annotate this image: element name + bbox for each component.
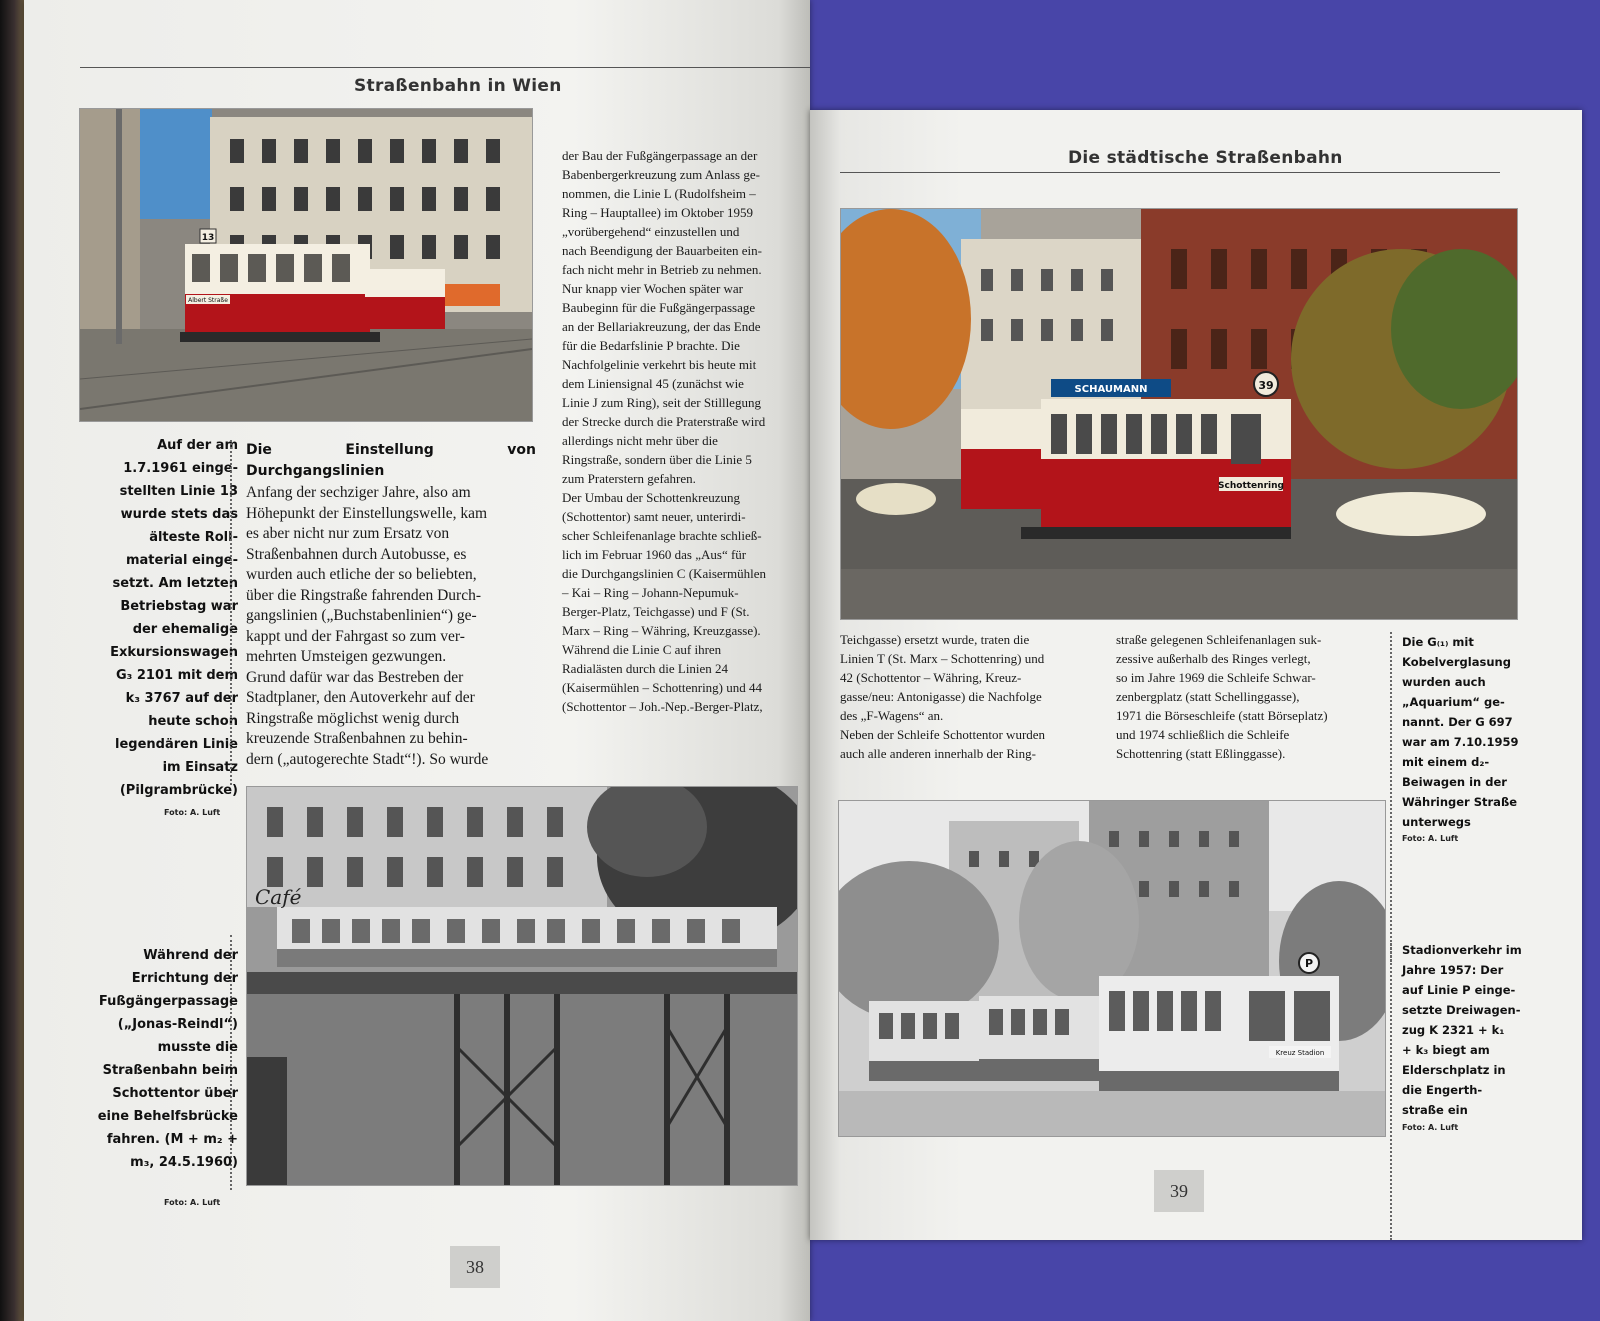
text-line: für die Bedarfslinie P brachte. Die <box>562 338 740 353</box>
caption-line: + k₃ biegt am <box>1402 1043 1490 1057</box>
text-line: Ring – Hauptallee) im Oktober 1959 <box>562 205 753 220</box>
caption-line: legendären Linie <box>114 737 238 752</box>
photo-credit: Foto: A. Luft <box>164 808 221 817</box>
caption-line: m₃, 24.5.1960) <box>130 1155 238 1170</box>
caption-line: stellten Linie 13 <box>119 484 238 499</box>
caption-divider <box>230 440 232 785</box>
running-head: Straßenbahn in Wien <box>354 76 562 96</box>
text-line: (Schottentor – Joh.-Nep.-Berger-Platz, <box>562 699 763 714</box>
text-line: Ringstraße möglichst wenig durch <box>246 709 460 727</box>
text-line: fach nicht mehr in Betrieb zu nehmen. <box>562 262 762 277</box>
photo-credit: Foto: A. Luft <box>1402 1123 1459 1132</box>
caption-line: musste die <box>157 1040 238 1055</box>
text-line: (Schottentor) samt neuer, unterirdi- <box>562 509 746 524</box>
body-column-1 <box>840 630 1102 763</box>
caption-line: eine Behelfsbrücke <box>97 1109 238 1124</box>
caption-line: setzt. Am letzten <box>112 576 238 591</box>
caption-line: wurden auch <box>1402 675 1486 689</box>
caption-line: im Einsatz <box>162 760 238 775</box>
photo-stadium-traffic-image <box>839 801 1385 1136</box>
text-line: Marx – Ring – Währing, Kreuzgasse). <box>562 623 761 638</box>
caption-stadium-traffic <box>1402 940 1552 1120</box>
caption-line: zug K 2321 + k₁ <box>1402 1023 1505 1037</box>
caption-line: fahren. (M + m₂ + <box>106 1132 238 1147</box>
text-line: Grund dafür war das Bestreben der <box>246 668 464 686</box>
running-head: Die städtische Straßenbahn <box>1068 148 1343 168</box>
text-line: Radialästen durch die Linien 24 <box>562 661 729 676</box>
photo-tram-line-13-image <box>80 109 532 421</box>
text-line: Straßenbahnen durch Autobusse, es <box>246 545 467 563</box>
caption-line: Die G₍₁₎ mit <box>1402 635 1474 649</box>
text-line: 1971 die Börseschleife (statt Börseplatz) <box>1116 708 1328 723</box>
text-line: zessive außerhalb des Ringes verlegt, <box>1116 651 1311 666</box>
text-line: Höhepunkt der Einstellungswelle, kam <box>246 504 488 522</box>
cafe-sign: Café <box>255 885 302 909</box>
caption-line: Elderschplatz in <box>1402 1063 1506 1077</box>
caption-line: mit einem d₂- <box>1402 755 1490 769</box>
caption-line: nannt. Der G 697 <box>1402 715 1513 729</box>
caption-line: unterwegs <box>1402 815 1471 829</box>
body-column-1 <box>246 440 536 770</box>
caption-line: heute schon <box>148 714 238 729</box>
text-line: Linien T (St. Marx – Schottenring) und <box>840 651 1045 666</box>
caption-line: (Pilgrambrücke) <box>119 783 238 798</box>
advertising-sign: SCHAUMANN <box>1074 384 1148 395</box>
caption-line: G₃ 2101 mit dem <box>115 668 238 683</box>
caption-line: setzte Dreiwagen- <box>1402 1003 1521 1017</box>
text-line: gangslinien („Buchstabenlinien“) ge- <box>246 607 477 624</box>
caption-line: Auf der am <box>157 438 238 453</box>
caption-line: älteste Roll- <box>149 530 238 545</box>
tram-route-sign: 39 <box>1258 379 1274 392</box>
caption-line: Kobelverglasung <box>1402 655 1511 669</box>
text-line: über die Ringstraße fahrenden Durch- <box>246 586 481 604</box>
photo-credit: Foto: A. Luft <box>1402 834 1459 843</box>
text-line: Nur knapp vier Wochen später war <box>562 281 744 296</box>
photo-temporary-bridge-image <box>247 787 797 1185</box>
caption-tram-aquarium <box>1402 632 1552 832</box>
caption-line: Während der <box>143 948 238 963</box>
text-line: Der Umbau der Schottenkreuzung <box>562 490 740 505</box>
caption-line: wurde stets das <box>120 507 238 522</box>
text-line: mehrten Umsteigen gezwungen. <box>246 648 447 665</box>
page-number: 38 <box>450 1246 500 1288</box>
text-line: (Kaisermühlen – Schottenring) und 44 <box>562 680 763 695</box>
text-line: Während die Linie C auf ihren <box>562 642 722 657</box>
caption-line: Beiwagen in der <box>1402 775 1507 789</box>
caption-line: die Engerth- <box>1402 1083 1483 1097</box>
text-line: an der Bellariakreuzung, der das Ende <box>562 319 761 334</box>
text-line: scher Schleifenanlage brachte schließ- <box>562 528 762 543</box>
text-line: dern („autogerechte Stadt“!). So wurde <box>246 750 489 768</box>
caption-line: material einge- <box>125 553 238 568</box>
page-number: 39 <box>1154 1170 1204 1212</box>
caption-line: Stadionverkehr im <box>1402 943 1522 957</box>
photo-tram-line-13 <box>79 108 533 422</box>
caption-line: war am 7.10.1959 <box>1402 735 1519 749</box>
text-line: Ringstraße, sondern über die Linie 5 <box>562 452 752 467</box>
book-edge-shadow <box>0 0 24 1321</box>
text-line: nach Beendigung der Bauarbeiten ein- <box>562 243 762 258</box>
caption-line: der ehemalige <box>132 622 238 637</box>
text-line: kreuzende Straßenbahnen zu behin- <box>246 730 468 747</box>
text-line: und 1974 schließlich die Schleife <box>1116 727 1290 742</box>
caption-line: Betriebstag war <box>120 599 238 614</box>
caption-line: („Jonas-Reindl“) <box>117 1017 238 1032</box>
text-line: wurden auch etliche der so beliebten, <box>246 566 477 583</box>
text-line: dem Liniensignal 45 (zunächst wie <box>562 376 744 391</box>
text-line: nommen, die Linie L (Rudolfsheim – <box>562 186 756 201</box>
text-line: Schottenring (statt Eßlinggasse). <box>1116 746 1286 761</box>
caption-line: „Aquarium“ ge- <box>1402 695 1505 709</box>
body-column-2 <box>1116 630 1378 763</box>
text-line: Berger-Platz, Teichgasse) und F (St. <box>562 604 750 619</box>
left-page <box>24 0 810 1321</box>
header-rule <box>840 172 1500 173</box>
text-line: – Kai – Ring – Johann-Nepumuk- <box>562 585 739 600</box>
text-line: Babenbergerkreuzung zum Anlass ge- <box>562 167 760 182</box>
tram-destination-sign: Schottenring <box>1218 481 1284 491</box>
text-line: gasse/neu: Antonigasse) die Nachfolge <box>840 689 1042 704</box>
right-page <box>810 110 1582 1240</box>
photo-credit: Foto: A. Luft <box>164 1198 221 1207</box>
caption-line: Jahre 1957: Der <box>1402 963 1504 977</box>
text-line: lich im Februar 1960 das „Aus“ für <box>562 547 747 562</box>
text-line: so im Jahre 1969 die Schleife Schwar- <box>1116 670 1316 685</box>
text-line: straße gelegenen Schleifenanlagen suk- <box>1116 632 1322 647</box>
tram-route-sign: P <box>1304 957 1314 970</box>
text-line: es aber nicht nur zum Ersatz von <box>246 525 450 542</box>
tram-destination-sign: Albert Straße <box>188 297 228 304</box>
caption-line: k₃ 3767 auf der <box>125 691 238 706</box>
text-line: der Bau der Fußgängerpassage an der <box>562 148 758 163</box>
text-line: des „F-Wagens“ an. <box>840 708 944 723</box>
text-line: Linie J zum Ring), seit der Stilllegung <box>562 395 761 410</box>
caption-line: straße ein <box>1402 1103 1468 1117</box>
tram-route-sign: 13 <box>201 233 215 243</box>
text-line: 42 (Schottentor – Währing, Kreuz- <box>840 670 1022 685</box>
caption-line: Währinger Straße <box>1402 795 1518 809</box>
text-line: Neben der Schleife Schottentor wurden <box>840 727 1046 742</box>
caption-line: Fußgängerpassage <box>98 994 238 1009</box>
text-line: zenbergplatz (statt Schellinggasse), <box>1116 689 1300 704</box>
text-line: Nachfolgelinie verkehrt bis heute mit <box>562 357 757 372</box>
text-line: Anfang der sechziger Jahre, also am <box>246 484 471 501</box>
caption-line: Errichtung der <box>131 971 238 986</box>
text-line: Teichgasse) ersetzt wurde, traten die <box>840 632 1030 647</box>
photo-tram-aquarium <box>840 208 1518 620</box>
text-line: allerdings nicht mehr über die <box>562 433 718 448</box>
photo-stadium-traffic <box>838 800 1386 1137</box>
caption-line: 1.7.1961 einge- <box>123 461 238 476</box>
text-line: zum Praterstern gefahren. <box>562 471 696 486</box>
tram-destination-sign: Kreuz Stadion <box>1275 1049 1325 1057</box>
caption-divider <box>1390 632 1392 962</box>
text-line: „vorübergehend“ einzustellen und <box>562 224 740 239</box>
caption-temporary-bridge <box>80 944 238 1174</box>
caption-divider <box>1390 940 1392 1240</box>
photo-tram-aquarium-image <box>841 209 1517 619</box>
text-line: auch alle anderen innerhalb der Ring- <box>840 746 1036 761</box>
caption-line: Schottentor über <box>112 1086 238 1101</box>
photo-temporary-bridge <box>246 786 798 1186</box>
text-line: die Durchgangslinien C (Kaisermühlen <box>562 566 766 581</box>
text-line: kappt und der Fahrgast so zum ver- <box>246 627 465 645</box>
caption-line: auf Linie P einge- <box>1402 983 1516 997</box>
text-line: Baubeginn für die Fußgängerpassage <box>562 300 756 315</box>
caption-line: Exkursionswagen <box>110 645 238 660</box>
text-line: Stadtplaner, den Autoverkehr auf der <box>246 689 475 706</box>
text-line: der Strecke durch die Praterstraße wird <box>562 414 766 429</box>
caption-line: Straßenbahn beim <box>102 1063 238 1078</box>
section-heading: Die Einstellung von Durchgangslinien <box>246 442 536 479</box>
caption-tram-line-13 <box>80 434 238 802</box>
body-column-2 <box>562 146 792 716</box>
header-rule <box>80 67 810 68</box>
